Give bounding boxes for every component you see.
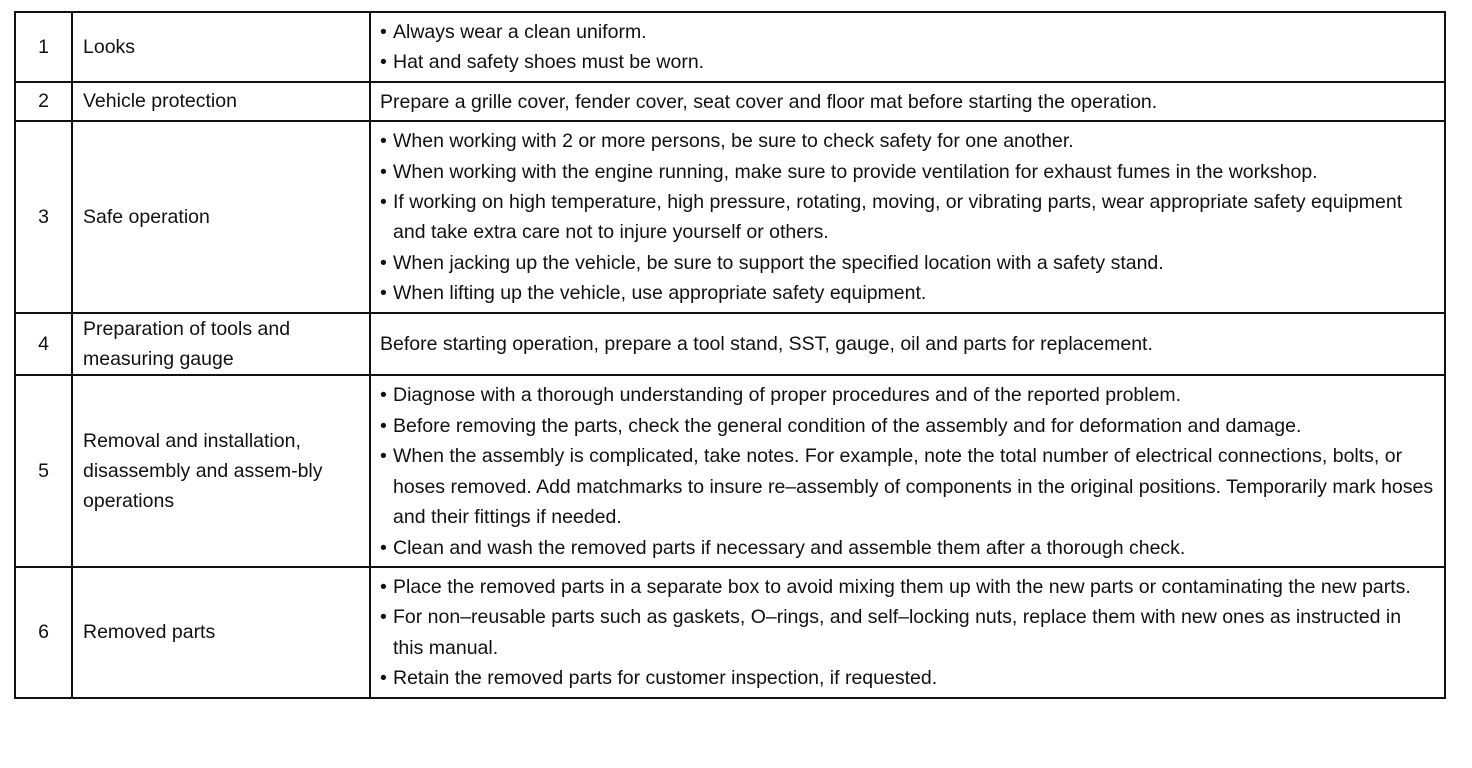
bullet-item: • For non–reusable parts such as gaskets, O–rings, and self–locking nuts, replace them with new ones as instructed in this manual. — [380, 602, 1434, 663]
bullet-item: • Place the removed parts in a separate box to avoid mixing them up with the new parts or contaminating the new parts. — [380, 572, 1434, 602]
row-topic: Looks — [72, 12, 370, 82]
row-number: 5 — [15, 375, 72, 566]
bullet-item: • When jacking up the vehicle, be sure to support the specified location with a safety stand. — [380, 248, 1434, 278]
bullet-item: • Before removing the parts, check the general condition of the assembly and for deformation and damage. — [380, 411, 1434, 441]
bullet-item: • When the assembly is complicated, take notes. For example, note the total number of electrical connections, bolts, or hoses removed. Add matchmarks to insure re–assembly of components in the original positions. Temporarily mark hoses and their fittings if needed. — [380, 441, 1434, 532]
bullet-item: • When working with 2 or more persons, be sure to check safety for one another. — [380, 126, 1434, 156]
bullet-item: • When working with the engine running, make sure to provide ventilation for exhaust fumes in the workshop. — [380, 157, 1434, 187]
bullet-item: • Hat and safety shoes must be worn. — [380, 47, 1434, 77]
bullet-list — [380, 572, 1434, 694]
bullet-item: • Retain the removed parts for customer inspection, if requested. — [380, 663, 1434, 693]
row-number: 3 — [15, 121, 72, 312]
bullet-item: • Diagnose with a thorough understanding of proper procedures and of the reported problem. — [380, 380, 1434, 410]
row-topic: Removed parts — [72, 567, 370, 698]
bullet-list — [380, 380, 1434, 562]
row-number: 4 — [15, 313, 72, 376]
row-description — [370, 313, 1445, 376]
row-description — [370, 121, 1445, 312]
row-number: 1 — [15, 12, 72, 82]
table-row — [15, 82, 1445, 121]
bullet-item: • When lifting up the vehicle, use appropriate safety equipment. — [380, 278, 1434, 308]
row-number: 6 — [15, 567, 72, 698]
precautions-table — [14, 11, 1446, 699]
row-topic: Preparation of tools and measuring gauge — [72, 313, 370, 376]
row-description — [370, 567, 1445, 698]
row-description — [370, 82, 1445, 121]
bullet-item: • If working on high temperature, high pressure, rotating, moving, or vibrating parts, wear appropriate safety equipment and take extra care not to injure yourself or others. — [380, 187, 1434, 248]
bullet-item: • Clean and wash the removed parts if necessary and assemble them after a thorough check. — [380, 533, 1434, 563]
row-number: 2 — [15, 82, 72, 121]
description-text: Before starting operation, prepare a tool stand, SST, gauge, oil and parts for replacement. — [380, 333, 1153, 356]
row-description — [370, 12, 1445, 82]
table-row — [15, 121, 1445, 312]
table-row — [15, 567, 1445, 698]
bullet-list — [380, 17, 1434, 78]
bullet-item: • Always wear a clean uniform. — [380, 17, 1434, 47]
row-topic: Removal and installation, disassembly and assem-bly operations — [72, 375, 370, 566]
table-row — [15, 12, 1445, 82]
bullet-list — [380, 126, 1434, 308]
description-text: Prepare a grille cover, fender cover, seat cover and floor mat before starting the operation. — [380, 90, 1158, 113]
row-topic: Safe operation — [72, 121, 370, 312]
row-topic: Vehicle protection — [72, 82, 370, 121]
table-row — [15, 313, 1445, 376]
table-row — [15, 375, 1445, 566]
row-description — [370, 375, 1445, 566]
